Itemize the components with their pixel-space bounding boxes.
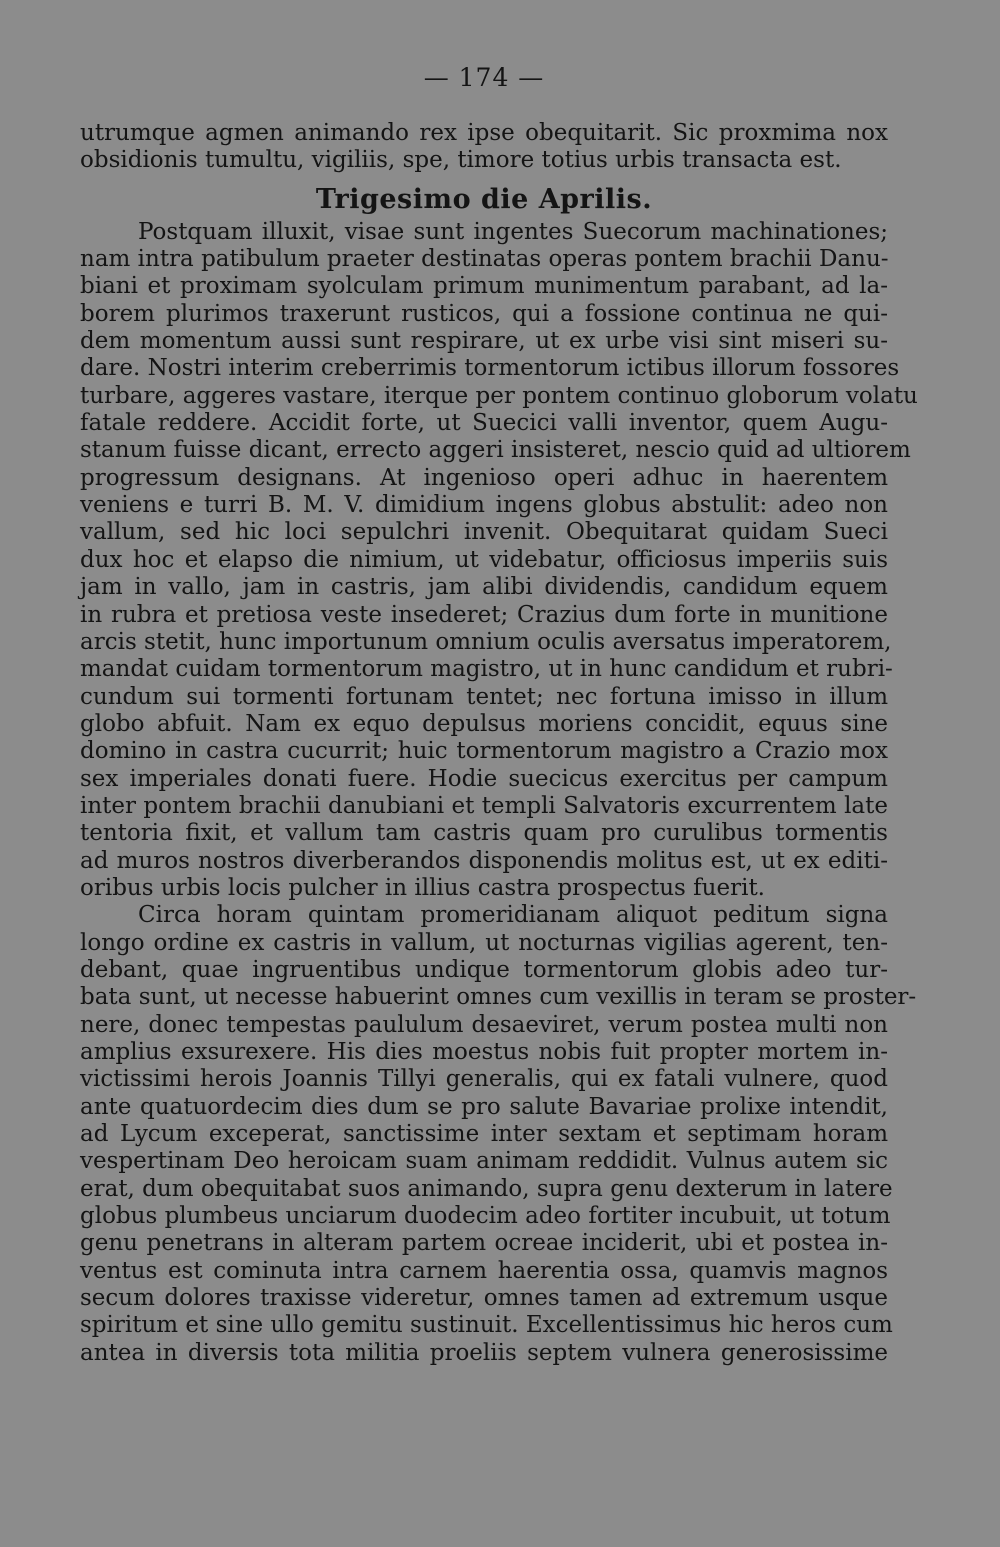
text-line: Postquam illuxit, visae sunt ingentes Suecorum machinationes; [138,218,888,245]
text-line: inter pontem brachii danubiani et templi Salvatoris excurrentem late [80,792,888,819]
text-line: vallum, sed hic loci sepulchri invenit. Obequitarat quidam Sueci [80,519,888,546]
text-line: in rubra et pretiosa veste insederet; Crazius dum forte in munitione [80,601,888,628]
text-line: veniens e turri B. M. V. dimidium ingens globus abstulit: adeo non [80,492,888,519]
text-line: jam in vallo, jam in castris, jam alibi dividendis, candidum equem [80,574,888,601]
text-line: biani et proximam syolculam primum munimentum parabant, ad la- [80,273,888,300]
book-page [80,62,918,1367]
text-line: debant, quae ingruentibus undique tormentorum globis adeo tur- [80,956,888,983]
text-line: antea in diversis tota militia proeliis septem vulnera generosissime [80,1339,888,1366]
text-line: nam intra patibulum praeter destinatas operas pontem brachii Danu- [80,246,889,273]
text-line: amplius exsurexere. His dies moestus nobis fuit propter mortem in- [80,1039,888,1065]
text-line: arcis stetit, hunc importunum omnium oculis aversatus imperatorem, [80,628,892,655]
text-line: spiritum et sine ullo gemitu sustinuit. Excellentissimus hic heros cum [80,1312,893,1339]
text-line: sex imperiales donati fuere. Hodie suecicus exercitus per campum [80,765,888,792]
text-line: Circa horam quintam promeridianam aliquot peditum signa [138,902,888,929]
text-line: erat, dum obequitabat suos animando, supra genu dexterum in latere [80,1175,893,1202]
text-line: borem plurimos traxerunt rusticos, qui a fossione continua ne qui- [80,300,888,327]
text-line: oribus urbis locis pulcher in illius castra prospectus fuerit. [80,874,765,901]
text-line: obsidionis tumultu, vigiliis, spe, timore totius urbis transacta est. [80,147,842,174]
text-line: dem momentum aussi sunt respirare, ut ex urbe visi sint miseri su- [80,328,888,355]
text-line: dare. Nostri interim creberrimis tormentorum ictibus illorum fossores [80,355,900,382]
text-line: turbare, aggeres vastare, iterque per pontem continuo globorum volatu [80,382,918,409]
text-line: progressum designans. At ingenioso operi adhuc in haerentem [80,464,888,491]
text-line: nere, donec tempestas paululum desaeviret, verum postea multi non [80,1011,888,1038]
text-line: dux hoc et elapso die nimium, ut videbatur, officiosus imperiis suis [80,546,888,573]
section-heading: Trigesimo die Aprilis. [315,183,653,215]
text-line: globus plumbeus unciarum duodecim adeo fortiter incubuit, ut totum [80,1203,891,1230]
text-line: globo abfuit. Nam ex equo depulsus moriens concidit, equus sine [80,710,888,737]
text-line: ad Lycum exceperat, sanctissime inter sextam et septimam horam [80,1121,888,1148]
text-line: longo ordine ex castris in vallum, ut nocturnas vigilias agerent, ten- [80,929,888,956]
page-number: — 174 — [423,63,545,92]
text-line: fatale reddere. Accidit forte, ut Suecici valli inventor, quem Augu- [80,410,888,437]
text-line: genu penetrans in alteram partem ocreae inciderit, ubi et postea in- [80,1230,888,1257]
text-line: ante quatuordecim dies dum se pro salute Bavariae prolixe intendit, [80,1093,888,1120]
text-line: ad muros nostros diverberandos disponendis molitus est, ut ex editi- [80,847,888,874]
text-line: cundum sui tormenti fortunam tentet; nec fortuna imisso in illum [80,683,888,710]
text-line: bata sunt, ut necesse habuerint omnes cum vexillis in teram se proster- [80,984,917,1011]
text-line: domino in castra cucurrit; huic tormentorum magistro a Crazio mox [80,738,888,765]
paragraph-2 [80,902,917,1367]
text-line: ventus est cominuta intra carnem haerentia ossa, quamvis magnos [80,1257,888,1284]
text-line: tentoria fixit, et vallum tam castris quam pro curulibus tormentis [80,820,888,847]
text-line: mandat cuidam tormentorum magistro, ut in hunc candidum et rubri- [80,656,893,683]
text-line: utrumque agmen animando rex ipse obequitarit. Sic proxmima nox [80,120,888,146]
intro-paragraph [80,120,888,175]
text-line: vespertinam Deo heroicam suam animam reddidit. Vulnus autem sic [80,1148,888,1175]
text-line: secum dolores traxisse videretur, omnes tamen ad extremum usque [80,1285,888,1312]
text-line: victissimi herois Joannis Tillyi generalis, qui ex fatali vulnere, quod [80,1066,888,1093]
text-line: stanum fuisse dicant, errecto aggeri insisteret, nescio quid ad ultiorem [80,437,911,464]
paragraph-1 [80,218,918,903]
